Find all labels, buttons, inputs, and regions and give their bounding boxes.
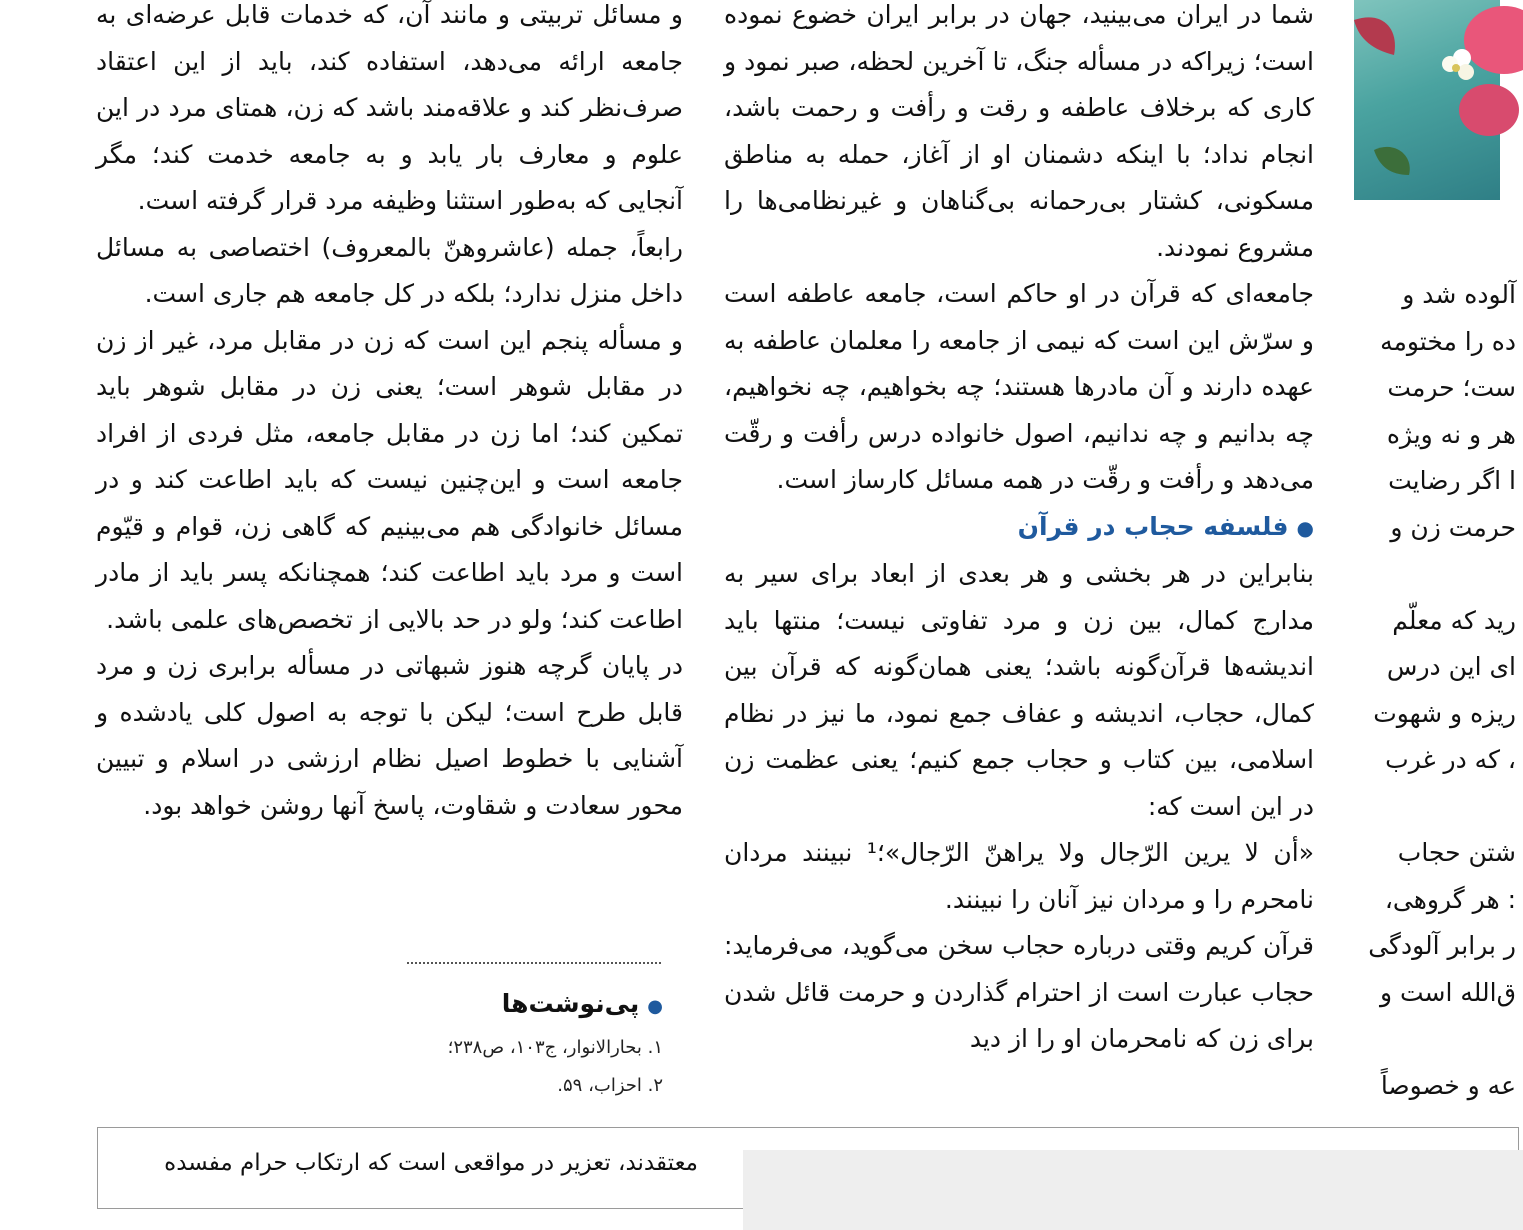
text-line	[1356, 784, 1516, 831]
text-line: ست؛ حرمت	[1387, 373, 1516, 402]
article-column-left	[96, 0, 683, 829]
text-line	[1356, 1016, 1516, 1063]
paragraph: رابعاً، جمله (عاشروهنّ بالمعروف) اختصاصی به مسائل داخل منزل ندارد؛ بلکه در کل جامعه هم جاری است.	[96, 232, 683, 308]
text-line: هر و نه ویژه	[1386, 419, 1516, 449]
decorative-photo	[1354, 0, 1500, 200]
text-line: ر برابر آلودگی	[1368, 931, 1516, 960]
paragraph: شما در ایران می‌بینید، جهان در برابر ایران خضوع نموده است؛ زیراکه در مسأله جنگ، تا آخرین لحظه، صبر نمود و کاری که برخلاف عاطفه و رقت و رأفت و رحمت باشد، انجام نداد؛ با اینکه دشمنان او از آغاز، حمله به مناطق مسکونی، کشتار بی‌رحمانه بی‌گناهان و غیرنظامی‌ها را مشروع نمودند.	[724, 0, 1314, 262]
paragraph: جامعه‌ای که قرآن در او حاکم است، جامعه عاطفه است و سرّش این است که نیمی از جامعه را معلمان عاطفه به عهده دارند و آن مادرها هستند؛ چه بخواهیم، چه نخواهیم، چه بدانیم و چه ندانیم، اصول خانواده درس رأفت و رقّت می‌دهد و رأفت و رقّت در همه مسائل کارساز است.	[724, 279, 1314, 494]
footnotes	[420, 982, 663, 1105]
bullet-icon: ●	[647, 996, 663, 1017]
paragraph: و مسأله پنجم این است که زن در مقابل مرد، غیر از زن در مقابل شوهر است؛ یعنی زن در مقابل شوهر باید تمکین کند؛ اما زن در مقابل جامعه، مثل فردی از افراد جامعه است و این‌چنین نیست که باید اطاعت کند و در مسائل خانوادگی هم می‌بینیم که گاهی زن، قوام و قیّوم است و مرد باید اطاعت کند؛ همچنانکه پسر باید از مادر اطاعت کند؛ ولو در حد بالایی از تخصص‌های علمی باشد.	[96, 325, 683, 634]
text-line: ریزه و شهوت	[1373, 698, 1516, 728]
bullet-icon: ●	[1296, 515, 1314, 540]
text-line	[1356, 551, 1516, 598]
section-heading-text: فلسفه حجاب در قرآن	[1017, 511, 1289, 541]
footnote-item: ۲. احزاب، ۵۹.	[557, 1075, 663, 1096]
bottom-box-shade	[743, 1150, 1523, 1230]
footnotes-title: پی‌نوشت‌ها	[501, 989, 640, 1018]
text-line: حرمت زن و	[1390, 512, 1516, 542]
text-line: ، که در غرب	[1385, 745, 1516, 774]
text-line: ق‌الله است و	[1379, 977, 1516, 1007]
bottom-box	[97, 1127, 1519, 1209]
paragraph: بنابراین در هر بخشی و هر بعدی از ابعاد برای سیر به مدارج کمال، بین زن و مرد تفاوتی نیست؛ منتها باید اندیشه‌ها قرآن‌گونه باشد؛ یعنی همان‌گونه که قرآن بین کمال، حجاب، اندیشه و عفاف جمع نمود، ما نیز در نظام اسلامی، بین کتاب و حجاب جمع کنیم؛ یعنی عظمت زن در این است که:	[724, 559, 1314, 821]
text-line: رید که معلّم	[1392, 605, 1516, 635]
text-line: ده را مختومه	[1380, 326, 1516, 356]
paragraph: قرآن کریم وقتی درباره حجاب سخن می‌گوید، می‌فرماید: حجاب عبارت است از احترام گذاردن و حرمت قائل شدن برای زن که نامحرمان او را از دید	[724, 931, 1314, 1053]
text-line: عه و خصوصاً	[1380, 1070, 1516, 1100]
text-line: ا اگر رضایت	[1388, 466, 1516, 495]
paragraph: «أن لا یرین الرّجال ولا یراهنّ الرّجال»؛¹ نبینند مردان نامحرم را و مردان نیز آنان را نبینند.	[724, 838, 1314, 914]
section-heading	[724, 504, 1314, 552]
flower-image	[1354, 0, 1500, 200]
footnote-item: ۱. بحارالانوار، ج۱۰۳، ص۲۳۸؛	[447, 1037, 663, 1058]
bottom-box-text: معتقدند، تعزیر در مواقعی است که ارتکاب حرام مفسده	[164, 1150, 698, 1176]
paragraph: در پایان گرچه هنوز شبهاتی در مسأله برابری زن و مرد قابل طرح است؛ لیکن با توجه به اصول کلی یادشده و آشنایی با خطوط اصیل نظام ارزشی در اسلام و تبیین محور سعادت و شقاوت، پاسخ آنها روشن خواهد بود.	[96, 651, 683, 820]
article-column-right	[1356, 272, 1516, 1109]
text-line: شتن حجاب	[1397, 838, 1516, 867]
footnote-separator	[407, 962, 661, 964]
article-column-middle	[724, 0, 1314, 1063]
text-line: : هر گروهی،	[1384, 884, 1516, 914]
text-line: آلوده شد و	[1402, 280, 1516, 309]
footnotes-heading	[420, 982, 663, 1029]
text-line: ای این درس	[1386, 652, 1516, 681]
paragraph: و مسائل تربیتی و مانند آن، که خدمات قابل عرضه‌ای به جامعه ارائه می‌دهد، استفاده کند، باید از این اعتقاد صرف‌نظر کند و علاقه‌مند باشد که زن، همتای مرد در این علوم و معارف بار یابد و به جامعه خدمت کند؛ مگر آنجایی که به‌طور استثنا وظیفه مرد قرار گرفته است.	[96, 0, 683, 215]
